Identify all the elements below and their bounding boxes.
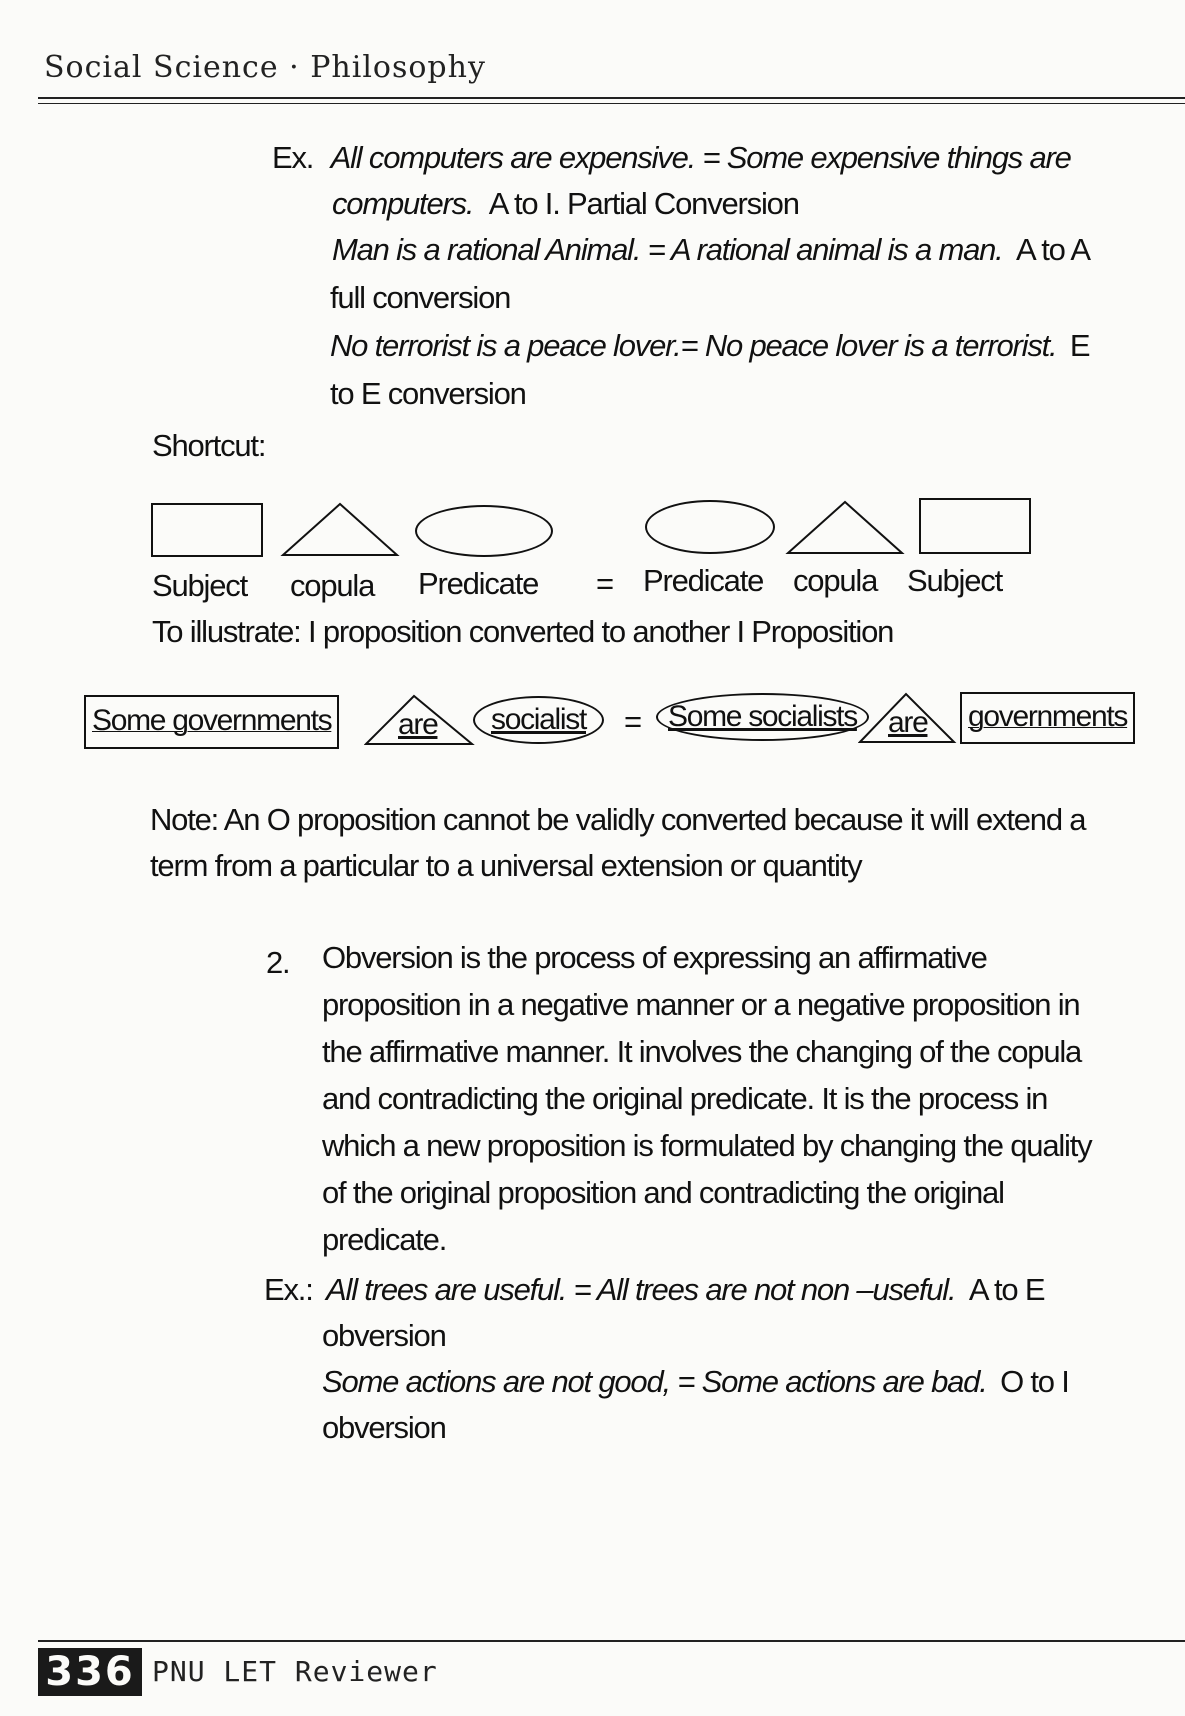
illustration-subject-box: Some governments	[84, 695, 339, 749]
note-line: Note: An O proposition cannot be validly converted because it will extend a	[150, 802, 1086, 837]
header-rule	[38, 97, 1185, 99]
example-plain: A to A	[1016, 232, 1090, 267]
label-subject: Subject	[152, 568, 247, 603]
illustration-copula: are	[888, 706, 928, 739]
illustration-equals: =	[624, 704, 641, 739]
label-predicate: Predicate	[643, 563, 764, 598]
example-italic: All computers are expensive. = Some expensive things are	[330, 140, 1071, 175]
copula-triangle-icon	[280, 500, 400, 558]
example-plain: A to E	[968, 1272, 1045, 1307]
example-plain: E	[1069, 328, 1090, 363]
example-line	[322, 1410, 446, 1446]
example-italic: No terrorist is a peace lover.= No peace lover is a terrorist.	[330, 328, 1057, 363]
running-header: Social Science · Philosophy	[44, 50, 486, 85]
paragraph-line: and contradicting the original predicate. It is the process in	[322, 1081, 1048, 1116]
example-line	[330, 328, 1089, 364]
paragraph-line: the affirmative manner. It involves the changing of the copula	[322, 1034, 1082, 1069]
paragraph-line: Obversion is the process of expressing an affirmative	[322, 940, 987, 975]
footer-rule	[38, 1640, 1185, 1642]
label-subject: Subject	[907, 563, 1002, 598]
example-line	[322, 1364, 1069, 1400]
example-italic: computers.	[332, 186, 474, 221]
header-rule-thin	[38, 103, 1185, 104]
label-predicate: Predicate	[418, 566, 539, 601]
label-equals: =	[596, 566, 613, 601]
example-italic: Man is a rational Animal. = A rational animal is a man.	[332, 232, 1003, 267]
paragraph-line: proposition in a negative manner or a negative proposition in	[322, 987, 1080, 1022]
example-plain: full conversion	[330, 280, 511, 315]
illustrate-line: To illustrate: I proposition converted to another I Proposition	[152, 614, 894, 649]
label-copula: copula	[793, 563, 878, 598]
subject-rect-icon	[151, 503, 263, 557]
example-line	[332, 232, 1090, 268]
example-line	[322, 1318, 446, 1354]
example-line	[332, 186, 799, 222]
paragraph-line: of the original proposition and contradicting the original	[322, 1175, 1004, 1210]
example-plain: obversion	[322, 1318, 446, 1353]
paragraph-line: predicate.	[322, 1222, 447, 1257]
copula-triangle-icon	[785, 498, 905, 556]
example-italic: All trees are useful. = All trees are not non –useful.	[326, 1272, 956, 1307]
example-plain: obversion	[322, 1410, 446, 1445]
example-line	[264, 1272, 1044, 1308]
predicate-ellipse-icon	[645, 500, 775, 554]
paragraph-line: which a new proposition is formulated by changing the quality	[322, 1128, 1092, 1163]
note-line: term from a particular to a universal extension or quantity	[150, 848, 862, 883]
illustration-predicate-box: governments	[960, 692, 1135, 744]
predicate-ellipse-icon	[415, 505, 553, 557]
example-plain: A to I. Partial Conversion	[488, 186, 799, 221]
page-number-badge: 336	[38, 1648, 142, 1696]
example-plain: to E conversion	[330, 376, 526, 411]
item-number: 2.	[266, 945, 290, 980]
illustration-copula: are	[398, 708, 438, 741]
example-plain: O to I	[1000, 1364, 1069, 1399]
ex-label: Ex.:	[264, 1272, 313, 1307]
footer-title: PNU LET Reviewer	[152, 1655, 438, 1688]
illustration-predicate-ellipse: socialist	[473, 696, 604, 744]
example-line	[330, 376, 526, 412]
shortcut-label: Shortcut:	[152, 428, 266, 463]
ex-label: Ex.	[272, 140, 314, 175]
example-italic: Some actions are not good, = Some actions are bad.	[322, 1364, 987, 1399]
subject-rect-icon	[919, 498, 1031, 554]
illustration-subject-ellipse: Some socialists	[656, 693, 869, 741]
example-line	[330, 280, 510, 316]
label-copula: copula	[290, 568, 375, 603]
example-line	[272, 140, 1071, 176]
